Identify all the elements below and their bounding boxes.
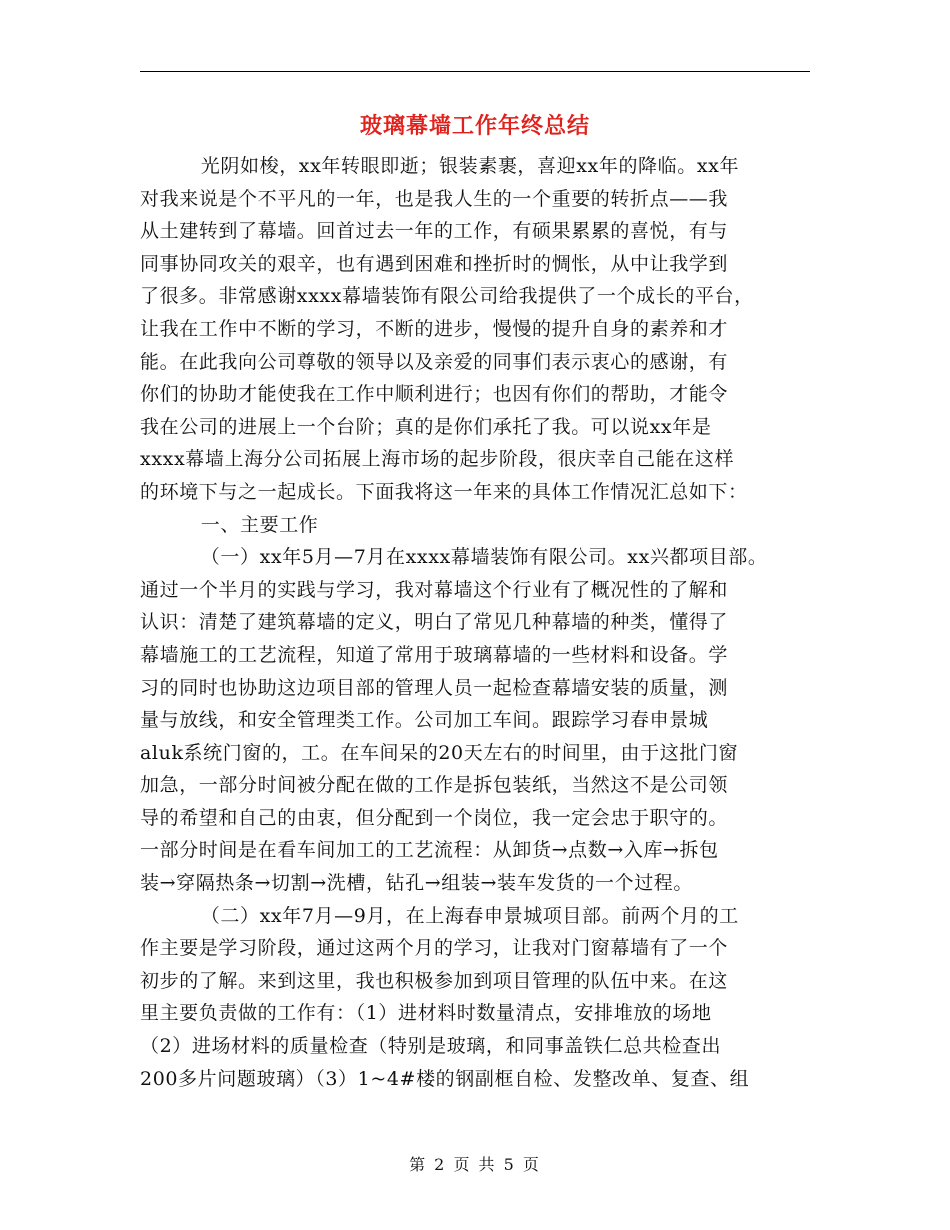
header-rule xyxy=(140,71,810,72)
body-text-line: 量与放线，和安全管理类工作。公司加工车间。跟踪学习春申景城 xyxy=(140,709,709,732)
body-text-line: aluk系统门窗的，工。在车间呆的20天左右的时间里，由于这批门窗 xyxy=(140,741,739,764)
body-text-line: 幕墙施工的工艺流程，知道了常用于玻璃幕墙的一些材料和设备。学 xyxy=(140,643,729,666)
body-text-line: 习的同时也协助这边项目部的管理人员一起检查幕墙安装的质量，测 xyxy=(140,676,729,699)
body-text-line: 里主要负责做的工作有：（1）进材料时数量清点，安排堆放的场地 xyxy=(140,1002,712,1025)
body-text-line: （一）xx年5月—7月在xxxx幕墙装饰有限公司。xx兴都项目部。 xyxy=(200,546,768,569)
body-text-line: （二）xx年7月—9月，在上海春申景城项目部。前两个月的工 xyxy=(200,904,739,927)
body-text-line: 加急，一部分时间被分配在做的工作是拆包装纸，当然这不是公司领 xyxy=(140,774,729,797)
body-text-line: 同事协同攻关的艰辛，也有遇到困难和挫折时的惆怅，从中让我学到 xyxy=(140,252,729,275)
document-body xyxy=(140,150,820,1095)
body-text-line: 的环境下与之一起成长。下面我将这一年来的具体工作情况汇总如下： xyxy=(140,480,748,503)
body-text-line: 200多片问题玻璃）（3）1~4#楼的钢副框自检、发整改单、复查、组 xyxy=(140,1067,750,1090)
body-text-line: 作主要是学习阶段，通过这两个月的学习，让我对门窗幕墙有了一个 xyxy=(140,937,729,960)
body-text-line: 我在公司的进展上一个台阶；真的是你们承托了我。可以说xx年是 xyxy=(140,415,712,438)
body-text-line: xxxx幕墙上海分公司拓展上海市场的起步阶段，很庆幸自己能在这样 xyxy=(140,448,735,471)
body-text-line: 从土建转到了幕墙。回首过去一年的工作，有硕果累累的喜悦，有与 xyxy=(140,220,729,243)
body-text-line: 了很多。非常感谢xxxx幕墙装饰有限公司给我提供了一个成长的平台， xyxy=(140,285,754,308)
document-title: 玻璃幕墙工作年终总结 xyxy=(359,113,590,139)
body-text-line: 一部分时间是在看车间加工的工艺流程：从卸货→点数→入库→拆包 xyxy=(140,839,719,862)
body-text-line: 能。在此我向公司尊敬的领导以及亲爱的同事们表示衷心的感谢，有 xyxy=(140,350,729,373)
body-text-line: 初步的了解。来到这里，我也积极参加到项目管理的队伍中来。在这 xyxy=(140,969,729,992)
body-text-line: 装→穿隔热条→切割→洗槽，钻孔→组装→装车发货的一个过程。 xyxy=(140,872,694,895)
body-text-line: 让我在工作中不断的学习，不断的进步，慢慢的提升自身的素养和才 xyxy=(140,317,729,340)
body-text-line: （2）进场材料的质量检查（特别是玻璃，和同事盖铁仁总共检查出 xyxy=(140,1035,722,1058)
body-text-line: 通过一个半月的实践与学习，我对幕墙这个行业有了概况性的了解和 xyxy=(140,578,729,601)
body-text-line: 一、主要工作 xyxy=(200,513,319,536)
body-text-line: 对我来说是个不平凡的一年，也是我人生的一个重要的转折点——我 xyxy=(140,187,729,210)
body-text-line: 认识：清楚了建筑幕墙的定义，明白了常见几种幕墙的种类，懂得了 xyxy=(140,611,729,634)
body-text-line: 光阴如梭，xx年转眼即逝；银装素裹，喜迎xx年的降临。xx年 xyxy=(200,155,740,177)
page-number-footer: 第 2 页 共 5 页 xyxy=(409,1155,541,1174)
body-text-line: 你们的协助才能使我在工作中顺利进行；也因有你们的帮助，才能令 xyxy=(140,383,729,406)
body-text-line: 导的希望和自己的由衷，但分配到一个岗位，我一定会忠于职守的。 xyxy=(140,806,729,829)
